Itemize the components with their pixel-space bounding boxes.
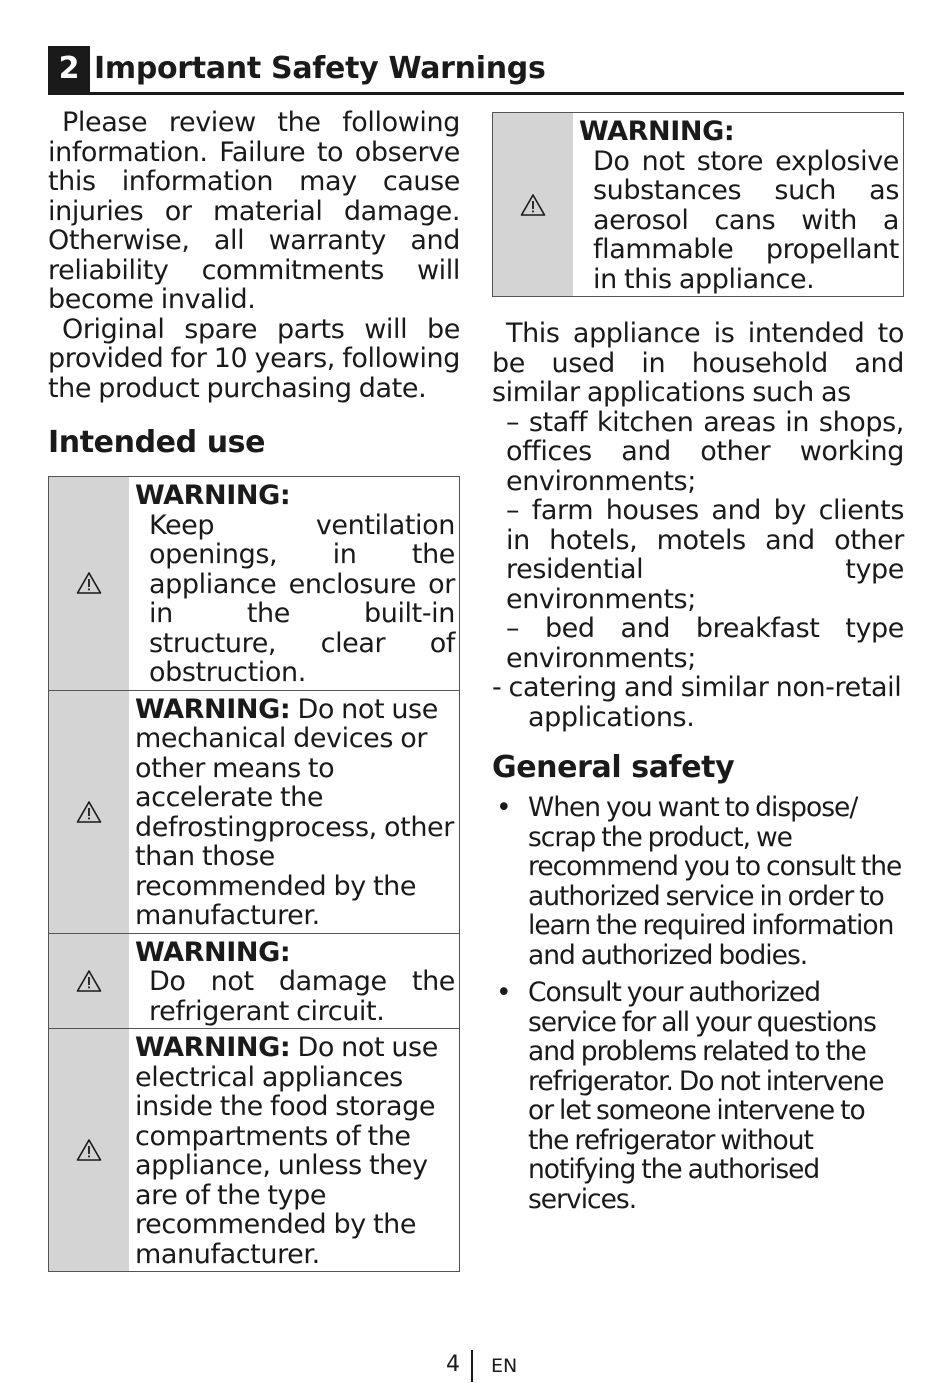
warning-text: Keep ventilation openings, in the appliance enclosure or in the built-in structure, clear of obstruction. bbox=[149, 509, 455, 688]
warning-triangle-icon bbox=[76, 800, 102, 824]
list-item: – staff kitchen areas in shops, offices and other working environments; bbox=[506, 406, 904, 497]
intro-paragraph: Please review the following information. Failure to observe this information may cause injuries or material damage. Otherwise, all warranty and reliability commitments will become invalid. bbox=[48, 107, 460, 315]
list-item: • Consult your authorized service for all your questions and problems related to the refrigerator. Do not intervene or let someone intervene to the refrigerator without notifying the authorised services. bbox=[496, 977, 884, 1215]
warning-label: WARNING: bbox=[135, 1032, 291, 1063]
section-title: Important Safety Warnings bbox=[94, 51, 546, 86]
warning-label: WARNING: bbox=[135, 480, 291, 511]
section-header bbox=[48, 46, 904, 95]
warning-triangle-icon bbox=[76, 969, 102, 993]
warning-text: Do not store explosive substances such as aerosol cans with a flammable propellant in this appliance. bbox=[593, 145, 899, 295]
warning-triangle-icon bbox=[520, 193, 546, 217]
warning-text: Do not use mechanical devices or other means to accelerate the defrostingprocess, other than those recommended by the manufacturer. bbox=[135, 693, 454, 931]
list-item: – farm houses and by clients in hotels, motels and other residential type environments; bbox=[506, 495, 904, 615]
intended-intro: This appliance is intended to be used in household and similar applications such as bbox=[492, 318, 904, 408]
page-footer bbox=[0, 1350, 950, 1382]
intended-use-heading: Intended use bbox=[48, 425, 266, 460]
warning-row bbox=[49, 690, 459, 933]
left-column bbox=[48, 108, 460, 1272]
warning-text: Do not use electrical appliances inside the food storage compartments of the appliance, unless they are of the type recommended by the manufacturer. bbox=[135, 1032, 438, 1270]
spare-parts-paragraph: Original spare parts will be provided for 10 years, following the product purchasing date. bbox=[48, 313, 460, 404]
bullet-icon: • bbox=[496, 977, 511, 1008]
warning-row bbox=[493, 113, 903, 296]
warning-label: WARNING: bbox=[579, 116, 735, 147]
bullet-icon: • bbox=[496, 792, 511, 823]
warning-table bbox=[48, 476, 460, 1272]
list-item: • When you want to dispose/ scrap the product, we recommend you to consult the authorized service in order to learn the required information and authorized bodies. bbox=[496, 792, 902, 971]
general-safety-heading: General safety bbox=[492, 750, 735, 785]
list-item: – bed and breakfast type environments; bbox=[506, 613, 904, 674]
warning-label: WARNING: bbox=[135, 693, 291, 725]
warning-text: Do not damage the refrigerant circuit. bbox=[149, 966, 455, 1027]
warning-row bbox=[49, 1028, 459, 1271]
footer-divider bbox=[471, 1350, 473, 1382]
warning-triangle-icon bbox=[76, 1138, 102, 1162]
language-code: EN bbox=[491, 1355, 518, 1377]
section-number: 2 bbox=[48, 46, 90, 92]
warning-row bbox=[49, 477, 459, 690]
warning-table bbox=[492, 112, 904, 297]
warning-row bbox=[49, 933, 459, 1029]
warning-triangle-icon bbox=[76, 571, 102, 595]
warning-label: WARNING: bbox=[135, 936, 291, 968]
right-column bbox=[492, 112, 904, 1222]
page-number: 4 bbox=[446, 1352, 460, 1377]
general-safety-list bbox=[492, 793, 904, 1214]
list-item: - catering and similar non-retail applications. bbox=[492, 672, 902, 733]
